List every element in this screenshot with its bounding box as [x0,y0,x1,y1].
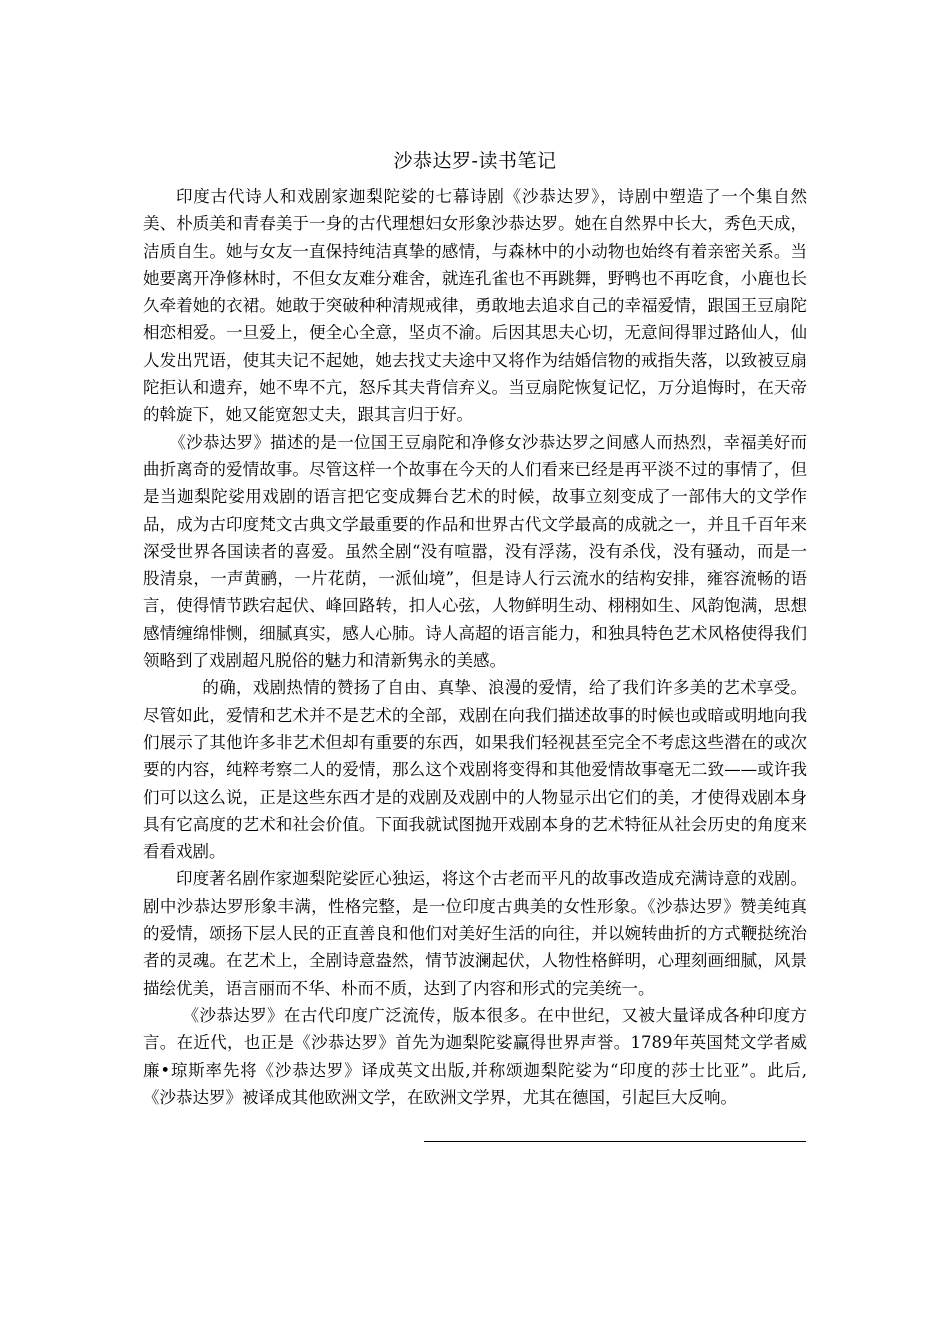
closing-dash-line [424,1141,806,1142]
paragraph: 印度著名剧作家迦梨陀娑匠心独运，将这个古老而平凡的故事改造成充满诗意的戏剧。剧中沙恭达罗形象丰满，性格完整，是一位印度古典美的女性形象。《沙恭达罗》赞美纯真的爱情，颂扬下层人民的正直善良和他们对美好生活的向往，并以婉转曲折的方式鞭挞统治者的灵魂。在艺术上，全剧诗意盎然，情节波澜起伏，人物性格鲜明，心理刻画细腻，风景描绘优美，语言丽而不华、朴而不质，达到了内容和形式的完美统一。 [143,869,807,998]
document-title: 沙恭达罗-读书笔记 [393,150,557,172]
paragraph: 《沙恭达罗》在古代印度广泛流传，版本很多。在中世纪，又被大量译成各种印度方言。在近代，也正是《沙恭达罗》首先为迦梨陀娑赢得世界声誉。1789年英国梵文学者威廉•琼斯率先将《沙恭达罗》译成英文出版,并称颂迦梨陀娑为“印度的莎士比亚”。此后,《沙恭达罗》被译成其他欧洲文学，在欧洲文学界，尤其在德国，引起巨大反响。 [143,1005,807,1107]
paragraph: 《沙恭达罗》描述的是一位国王豆扇陀和净修女沙恭达罗之间感人而热烈，幸福美好而曲折离奇的爱情故事。尽管这样一个故事在今天的人们看来已经是再平淡不过的事情了，但是当迦梨陀娑用戏剧的语言把它变成舞台艺术的时候，故事立刻变成了一部伟大的文学作品，成为古印度梵文古典文学最重要的作品和世界古代文学最高的成就之一，并且千百年来深受世界各国读者的喜爱。虽然全剧“没有喧嚣，没有浮荡，没有杀伐，没有骚动，而是一股清泉，一声黄鹂，一片花荫，一派仙境”，但是诗人行云流水的结构安排，雍容流畅的语言，使得情节跌宕起伏、峰回路转，扣人心弦，人物鲜明生动、栩栩如生、风韵饱满，思想感情缠绵悱恻，细腻真实，感人心肺。诗人高超的语言能力，和独具特色艺术风格使得我们领略到了戏剧超凡脱俗的魅力和清新隽永的美感。 [143,432,807,671]
document-body [143,183,807,1111]
paragraph: 的确，戏剧热情的赞扬了自由、真挚、浪漫的爱情，给了我们许多美的艺术享受。尽管如此，爱情和艺术并不是艺术的全部，戏剧在向我们描述故事的时候也或暗或明地向我们展示了其他许多非艺术但却有重要的东西，如果我们轻视甚至完全不考虑这些潜在的或次要的内容，纯粹考察二人的爱情，那么这个戏剧将变得和其他爱情故事毫无二致——或许我们可以这么说，正是这些东西才是的戏剧及戏剧中的人物显示出它们的美，才使得戏剧本身具有它高度的艺术和社会价值。下面我就试图抛开戏剧本身的艺术特征从社会历史的角度来看看戏剧。 [143,678,807,862]
paragraph: 印度古代诗人和戏剧家迦梨陀娑的七幕诗剧《沙恭达罗》，诗剧中塑造了一个集自然美、朴质美和青春美于一身的古代理想妇女形象沙恭达罗。她在自然界中长大，秀色天成，洁质自生。她与女友一直保持纯洁真挚的感情，与森林中的小动物也始终有着亲密关系。当她要离开净修林时，不但女友难分难舍，就连孔雀也不再跳舞，野鸭也不再吃食，小鹿也长久牵着她的衣裙。她敢于突破种种清规戒律，勇敢地去追求自己的幸福爱情，跟国王豆扇陀相恋相爱。一旦爱上，便全心全意，坚贞不渝。后因其思夫心切，无意间得罪过路仙人，仙人发出咒语，使其夫记不起她，她去找丈夫途中又将作为结婚信物的戒指失落，以致被豆扇陀拒认和遗弃，她不卑不亢，怒斥其夫背信弃义。当豆扇陀恢复记忆，万分追悔时，在天帝的斡旋下，她又能宽恕丈夫，跟其言归于好。 [143,187,807,425]
